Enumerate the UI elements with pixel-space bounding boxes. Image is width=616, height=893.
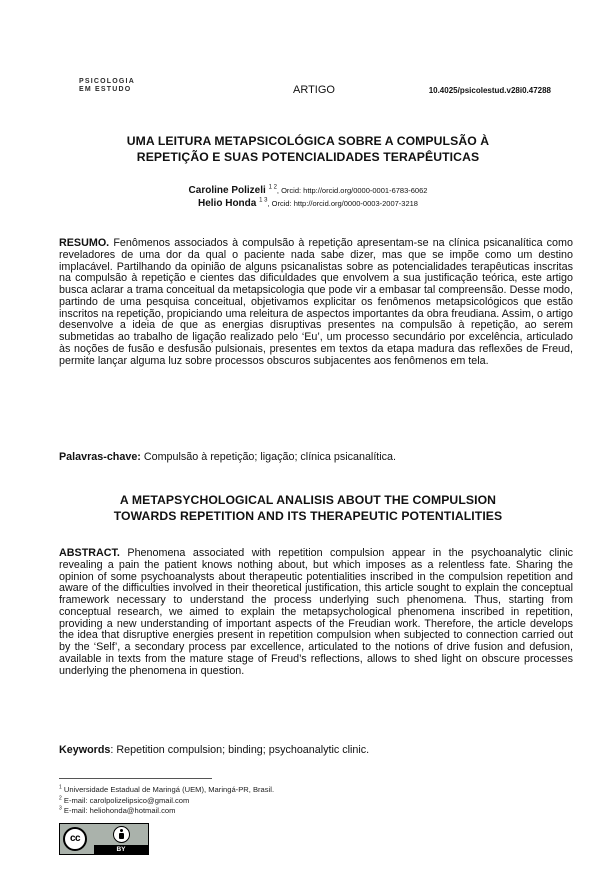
author-orcid-link[interactable]: , Orcid: http://orcid.org/0000-0001-6783-6062	[276, 186, 428, 195]
abstract-pt-heading: RESUMO.	[59, 237, 110, 249]
keywords-english	[59, 744, 573, 756]
footnote-item	[59, 796, 274, 807]
footnotes	[59, 785, 274, 817]
footnote-divider	[59, 778, 212, 779]
creative-commons-icon: cc	[63, 827, 87, 851]
keywords-pt-text: Compulsão à repetição; ligação; clínica psicanalítica.	[140, 451, 397, 463]
title-pt-line1: UMA LEITURA METAPSICOLÓGICA SOBRE A COMPULSÃO À	[126, 134, 490, 148]
keywords-portuguese	[59, 451, 573, 463]
journal-logo-line1: PSICOLOGIA	[79, 78, 135, 85]
author-name: Helio Honda	[198, 198, 257, 209]
author-affiliation-sup: 1 2	[268, 184, 277, 191]
title-english	[60, 492, 556, 524]
keywords-en-text: : Repetition compulsion; binding; psychoanalytic clinic.	[110, 744, 370, 756]
by-label-strip	[94, 845, 148, 854]
abstract-en-text: Phenomena associated with repetition compulsion appear in the psychoanalytic clinic revealing a pain the patient knows nothing about, but which imposes as a relentless fate. Sharing the opinion of some psychoanalysts about therapeutic potentialities inscribed in the compulsion repetition and aware of the difficulties involved in their theoretical justification, this article sought to explain the conceptual framework necessary to understand the process underlying such phenomena. Thus, starting from conceptual research, we aimed to explain the metapsychological phenomena inscribed in repetition, providing a new understanding of important aspects of the Freudian work. Therefore, the article develops the idea that disruptive energies present in repetition compulsion when subjected to connection carried out by the ‘Self’, a secondary process par excellence, articulated to the notions of drive fusion and defusion, available in texts from the mature stage of Freud’s reflections, allows to shed light on obscure processes underlying the phenomena in question.	[59, 547, 573, 677]
abstract-pt-text: Fenômenos associados à compulsão à repetição apresentam-se na clínica psicanalítica como reveladores de uma dor da qual o paciente nada sabe dizer, mas que se impõe como um destino implacável. Partilhando da opinião de alguns psicanalistas sobre as potencialidades terapêuticas inscritas na compulsão à repetição e cientes das dificuldades que envolvem a sua justificação teórica, este artigo busca aclarar a trama conceitual da metapsicologia que pode vir a embasar tal compreensão. Desse modo, partindo de uma pesquisa conceitual, objetivamos explicitar os fenômenos metapsicológicos que estão inscritos na repetição, propiciando uma releitura de aspectos importantes da obra freudiana. Assim, o artigo desenvolve a ideia de que as energias disruptivas presentes na compulsão à repetição, ao serem submetidas ao trabalho de ligação realizado pelo ‘Eu’, um processo secundário por excelência, articulado às noções de fusão e desfusão pulsionais, presentes em textos da etapa madura das reflexões de Freud, permite lançar alguma luz sobre processos obscuros subjacentes aos fenômenos em tela.	[59, 237, 573, 367]
person-head-shape	[120, 829, 123, 832]
title-portuguese	[60, 133, 556, 165]
doi-link[interactable]: 10.4025/psicolestud.v28i0.47288	[428, 86, 551, 95]
author-list	[60, 184, 556, 210]
attribution-person-icon	[113, 826, 130, 843]
title-pt-line2: REPETIÇÃO E SUAS POTENCIALIDADES TERAPÊUTICAS	[136, 150, 480, 164]
footnote-number: 1	[59, 784, 62, 791]
footnote-text: Universidade Estadual de Maringá (UEM), Maringá-PR, Brasil.	[61, 785, 275, 794]
page-header	[79, 78, 551, 102]
footnote-number: 2	[59, 794, 62, 801]
by-label: BY	[116, 846, 126, 853]
author-orcid-link[interactable]: , Orcid: http://orcid.org/0000-0003-2007-3218	[267, 199, 418, 208]
author-name: Caroline Polizeli	[188, 185, 266, 196]
footnote-number: 3	[59, 805, 62, 812]
journal-logo	[79, 78, 135, 94]
footnote-item	[59, 785, 274, 796]
keywords-pt-label: Palavras-chave:	[59, 451, 141, 463]
footnote-email-link[interactable]: E-mail: heliohonda@hotmail.com	[61, 806, 176, 815]
section-label: ARTIGO	[293, 84, 335, 96]
author-row	[60, 184, 556, 197]
abstract-en-heading: ABSTRACT.	[59, 547, 120, 559]
footnote-item	[59, 806, 274, 817]
author-affiliation-sup: 1 3	[259, 197, 268, 204]
keywords-en-label: Keywords	[59, 744, 111, 756]
title-en-line2: TOWARDS REPETITION AND ITS THERAPEUTIC POTENTIALITIES	[113, 509, 503, 523]
author-row	[60, 197, 556, 210]
journal-logo-line2: EM ESTUDO	[79, 86, 132, 93]
footnote-email-link[interactable]: E-mail: carolpolizelipsico@gmail.com	[61, 795, 190, 805]
cc-by-license-badge[interactable]	[59, 823, 149, 855]
person-body-shape	[119, 833, 124, 839]
title-en-line1: A METAPSYCHOLOGICAL ANALISIS ABOUT THE COMPULSION	[119, 493, 497, 507]
abstract-portuguese	[59, 238, 573, 367]
abstract-english	[59, 548, 573, 677]
